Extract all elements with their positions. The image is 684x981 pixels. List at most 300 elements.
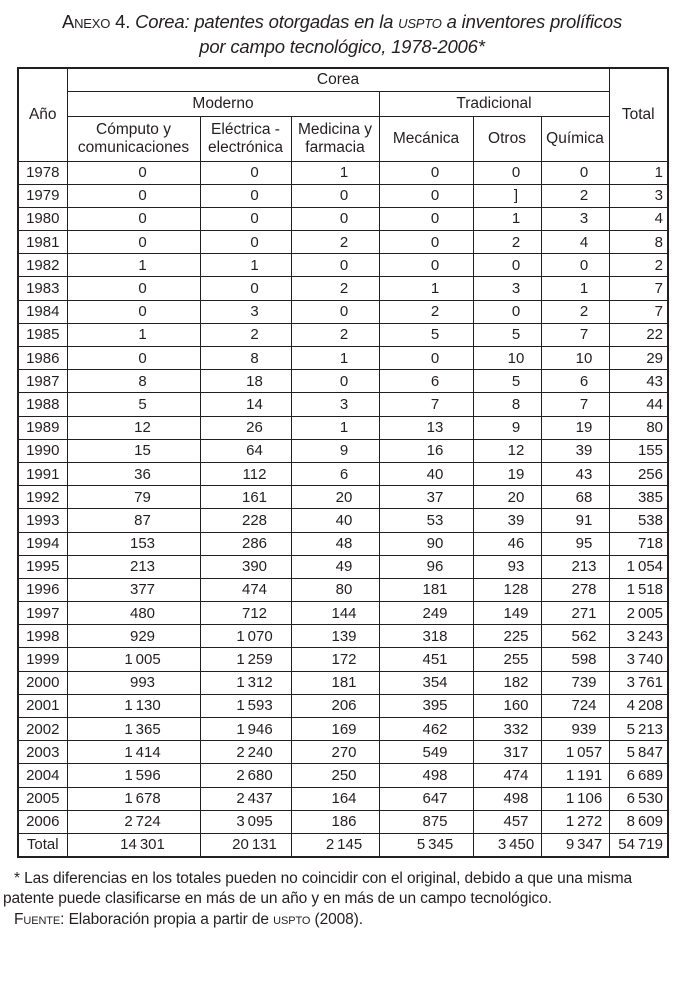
value-cell: 462	[379, 718, 473, 741]
table-row	[18, 764, 668, 787]
row-total-cell: 29	[609, 347, 668, 370]
table-header	[18, 68, 668, 161]
value-cell: 2 145	[291, 833, 379, 856]
year-cell: 1996	[18, 578, 67, 601]
table-row	[18, 671, 668, 694]
year-cell: 1985	[18, 323, 67, 346]
value-cell: 2	[200, 323, 291, 346]
value-cell: 153	[67, 532, 200, 555]
value-cell: 474	[200, 578, 291, 601]
value-cell: 1 106	[541, 787, 609, 810]
year-cell: 1984	[18, 300, 67, 323]
patents-table	[17, 67, 669, 858]
year-cell: 1997	[18, 602, 67, 625]
title-text-part1: Corea: patentes otorgadas en la	[135, 11, 399, 32]
row-total-cell: 8	[609, 231, 668, 254]
table-row	[18, 532, 668, 555]
value-cell: 53	[379, 509, 473, 532]
value-cell: 181	[291, 671, 379, 694]
value-cell: 249	[379, 602, 473, 625]
value-cell: 2 437	[200, 787, 291, 810]
value-cell: 3	[473, 277, 541, 300]
year-cell: 2006	[18, 810, 67, 833]
value-cell: 1 946	[200, 718, 291, 741]
table-row	[18, 578, 668, 601]
table-body	[18, 161, 668, 857]
value-cell: 7	[541, 393, 609, 416]
value-cell: 0	[473, 300, 541, 323]
value-cell: 172	[291, 648, 379, 671]
table-row	[18, 207, 668, 230]
row-total-cell: 1 518	[609, 578, 668, 601]
value-cell: 1	[67, 323, 200, 346]
row-total-cell: 7	[609, 300, 668, 323]
value-cell: 2	[291, 231, 379, 254]
title-text-part2: a inventores prolíficos	[441, 11, 622, 32]
value-cell: 225	[473, 625, 541, 648]
value-cell: 39	[473, 509, 541, 532]
value-cell: 228	[200, 509, 291, 532]
table-row	[18, 300, 668, 323]
value-cell: 149	[473, 602, 541, 625]
value-cell: 939	[541, 718, 609, 741]
value-cell: 255	[473, 648, 541, 671]
value-cell: 68	[541, 486, 609, 509]
year-cell: 1994	[18, 532, 67, 555]
value-cell: 0	[67, 347, 200, 370]
value-cell: 1	[67, 254, 200, 277]
value-cell: 39	[541, 439, 609, 462]
value-cell: 0	[291, 207, 379, 230]
value-cell: 87	[67, 509, 200, 532]
row-total-cell: 1	[609, 161, 668, 184]
row-total-cell: 3 740	[609, 648, 668, 671]
value-cell: 6	[541, 370, 609, 393]
table-row	[18, 509, 668, 532]
header-row-group	[18, 68, 668, 91]
source-uspto-label: uspto	[273, 910, 311, 928]
footnotes	[3, 869, 681, 931]
value-cell: 480	[67, 602, 200, 625]
value-cell: 5	[379, 323, 473, 346]
value-cell: 161	[200, 486, 291, 509]
year-cell: 2004	[18, 764, 67, 787]
value-cell: 875	[379, 810, 473, 833]
year-cell: 1998	[18, 625, 67, 648]
value-cell: 36	[67, 462, 200, 485]
value-cell: 562	[541, 625, 609, 648]
table-row	[18, 625, 668, 648]
value-cell: 8	[473, 393, 541, 416]
table-row	[18, 602, 668, 625]
value-cell: 1 130	[67, 694, 200, 717]
row-total-cell: 538	[609, 509, 668, 532]
value-cell: 0	[379, 207, 473, 230]
row-total-cell: 4 208	[609, 694, 668, 717]
value-cell: 451	[379, 648, 473, 671]
source-fuente-label: Fuente:	[14, 910, 69, 928]
year-cell: 1980	[18, 207, 67, 230]
year-cell: 2002	[18, 718, 67, 741]
value-cell: 20	[473, 486, 541, 509]
value-cell: 0	[200, 184, 291, 207]
value-cell: 2 680	[200, 764, 291, 787]
value-cell: 79	[67, 486, 200, 509]
value-cell: 2 724	[67, 810, 200, 833]
value-cell: 0	[200, 277, 291, 300]
value-cell: 1 414	[67, 741, 200, 764]
value-cell: 7	[379, 393, 473, 416]
value-cell: 14	[200, 393, 291, 416]
value-cell: 993	[67, 671, 200, 694]
value-cell: 46	[473, 532, 541, 555]
value-cell: 2	[541, 300, 609, 323]
table-row	[18, 555, 668, 578]
value-cell: 213	[67, 555, 200, 578]
value-cell: 6	[379, 370, 473, 393]
value-cell: 457	[473, 810, 541, 833]
value-cell: 1 312	[200, 671, 291, 694]
value-cell: 390	[200, 555, 291, 578]
value-cell: 8	[200, 347, 291, 370]
value-cell: 0	[379, 161, 473, 184]
table-row	[18, 254, 668, 277]
value-cell: 96	[379, 555, 473, 578]
value-cell: 144	[291, 602, 379, 625]
value-cell: 2	[291, 277, 379, 300]
value-cell: 1 057	[541, 741, 609, 764]
value-cell: 724	[541, 694, 609, 717]
footnote-source	[3, 910, 681, 931]
row-total-cell: 5 847	[609, 741, 668, 764]
col-header-mecanica: Mecánica	[379, 116, 473, 161]
value-cell: 0	[200, 231, 291, 254]
table-row	[18, 416, 668, 439]
value-cell: 213	[541, 555, 609, 578]
value-cell: 181	[379, 578, 473, 601]
value-cell: 19	[541, 416, 609, 439]
value-cell: 317	[473, 741, 541, 764]
col-header-electrica: Eléctrica - electrónica	[200, 116, 291, 161]
row-total-cell: 5 213	[609, 718, 668, 741]
value-cell: 182	[473, 671, 541, 694]
table-row	[18, 323, 668, 346]
value-cell: 0	[291, 300, 379, 323]
value-cell: 0	[200, 207, 291, 230]
value-cell: 1	[473, 207, 541, 230]
value-cell: 2	[291, 323, 379, 346]
year-cell: 1978	[18, 161, 67, 184]
value-cell: 91	[541, 509, 609, 532]
value-cell: 90	[379, 532, 473, 555]
row-total-cell: 43	[609, 370, 668, 393]
value-cell: 12	[473, 439, 541, 462]
table-row	[18, 486, 668, 509]
value-cell: 0	[67, 184, 200, 207]
row-total-cell: 6 530	[609, 787, 668, 810]
header-row-fields	[18, 116, 668, 161]
row-total-cell: 44	[609, 393, 668, 416]
value-cell: 286	[200, 532, 291, 555]
value-cell: 1	[200, 254, 291, 277]
value-cell: 10	[473, 347, 541, 370]
title-line-1	[0, 9, 684, 34]
title-uspto-label: uspto	[398, 11, 442, 32]
value-cell: 5 345	[379, 833, 473, 856]
table-row	[18, 347, 668, 370]
title-line-2: por campo tecnológico, 1978-2006*	[199, 36, 485, 57]
col-header-computo: Cómputo y comunicaciones	[67, 116, 200, 161]
value-cell: 929	[67, 625, 200, 648]
value-cell: 1	[541, 277, 609, 300]
value-cell: 598	[541, 648, 609, 671]
value-cell: 15	[67, 439, 200, 462]
value-cell: 647	[379, 787, 473, 810]
value-cell: 250	[291, 764, 379, 787]
table-row	[18, 439, 668, 462]
value-cell: 271	[541, 602, 609, 625]
value-cell: 160	[473, 694, 541, 717]
value-cell: 377	[67, 578, 200, 601]
row-total-cell: 718	[609, 532, 668, 555]
year-cell: Total	[18, 833, 67, 856]
title-anexo-label: Anexo 4.	[61, 11, 136, 32]
col-header-year: Año	[18, 68, 67, 161]
year-cell: 1989	[18, 416, 67, 439]
value-cell: 1 596	[67, 764, 200, 787]
value-cell: 0	[541, 254, 609, 277]
value-cell: 43	[541, 462, 609, 485]
value-cell: 318	[379, 625, 473, 648]
value-cell: 13	[379, 416, 473, 439]
value-cell: 1 191	[541, 764, 609, 787]
year-cell: 1982	[18, 254, 67, 277]
value-cell: 139	[291, 625, 379, 648]
value-cell: 1	[291, 161, 379, 184]
value-cell: 5	[473, 323, 541, 346]
value-cell: 164	[291, 787, 379, 810]
value-cell: ]	[473, 184, 541, 207]
value-cell: 712	[200, 602, 291, 625]
value-cell: 739	[541, 671, 609, 694]
value-cell: 0	[291, 254, 379, 277]
value-cell: 332	[473, 718, 541, 741]
value-cell: 1 678	[67, 787, 200, 810]
table-row	[18, 648, 668, 671]
row-total-cell: 80	[609, 416, 668, 439]
value-cell: 1 259	[200, 648, 291, 671]
value-cell: 0	[379, 254, 473, 277]
value-cell: 270	[291, 741, 379, 764]
value-cell: 0	[200, 161, 291, 184]
value-cell: 0	[291, 184, 379, 207]
header-row-subgroup	[18, 91, 668, 116]
value-cell: 9	[473, 416, 541, 439]
value-cell: 0	[379, 231, 473, 254]
source-text-part2: (2008).	[310, 910, 363, 928]
col-header-otros: Otros	[473, 116, 541, 161]
year-cell: 2000	[18, 671, 67, 694]
value-cell: 20	[291, 486, 379, 509]
col-header-total: Total	[609, 68, 668, 161]
table-row	[18, 694, 668, 717]
year-cell: 1990	[18, 439, 67, 462]
value-cell: 0	[67, 231, 200, 254]
row-total-cell: 8 609	[609, 810, 668, 833]
value-cell: 49	[291, 555, 379, 578]
value-cell: 26	[200, 416, 291, 439]
value-cell: 1 272	[541, 810, 609, 833]
value-cell: 4	[541, 231, 609, 254]
col-header-moderno: Moderno	[67, 91, 379, 116]
value-cell: 474	[473, 764, 541, 787]
year-cell: 2001	[18, 694, 67, 717]
table-row	[18, 741, 668, 764]
value-cell: 7	[541, 323, 609, 346]
value-cell: 395	[379, 694, 473, 717]
col-header-corea: Corea	[67, 68, 609, 91]
year-cell: 1986	[18, 347, 67, 370]
year-cell: 1995	[18, 555, 67, 578]
table-row	[18, 277, 668, 300]
row-total-cell: 2	[609, 254, 668, 277]
value-cell: 0	[379, 184, 473, 207]
value-cell: 80	[291, 578, 379, 601]
value-cell: 10	[541, 347, 609, 370]
table-title	[0, 0, 684, 59]
value-cell: 1 365	[67, 718, 200, 741]
row-total-cell: 6 689	[609, 764, 668, 787]
value-cell: 1	[291, 416, 379, 439]
table-row	[18, 462, 668, 485]
value-cell: 0	[473, 254, 541, 277]
value-cell: 278	[541, 578, 609, 601]
year-cell: 2003	[18, 741, 67, 764]
col-header-tradicional: Tradicional	[379, 91, 609, 116]
row-total-cell: 2 005	[609, 602, 668, 625]
row-total-cell: 7	[609, 277, 668, 300]
value-cell: 2 240	[200, 741, 291, 764]
value-cell: 9	[291, 439, 379, 462]
value-cell: 14 301	[67, 833, 200, 856]
year-cell: 1993	[18, 509, 67, 532]
value-cell: 3 095	[200, 810, 291, 833]
value-cell: 5	[67, 393, 200, 416]
table-row	[18, 184, 668, 207]
value-cell: 3 450	[473, 833, 541, 856]
row-total-cell: 155	[609, 439, 668, 462]
value-cell: 1 005	[67, 648, 200, 671]
year-cell: 1983	[18, 277, 67, 300]
value-cell: 498	[473, 787, 541, 810]
value-cell: 169	[291, 718, 379, 741]
row-total-cell: 256	[609, 462, 668, 485]
table-row	[18, 231, 668, 254]
value-cell: 5	[473, 370, 541, 393]
value-cell: 354	[379, 671, 473, 694]
value-cell: 0	[541, 161, 609, 184]
value-cell: 40	[291, 509, 379, 532]
table-row	[18, 718, 668, 741]
value-cell: 1	[379, 277, 473, 300]
value-cell: 9 347	[541, 833, 609, 856]
year-cell: 1979	[18, 184, 67, 207]
value-cell: 6	[291, 462, 379, 485]
year-cell: 2005	[18, 787, 67, 810]
value-cell: 0	[67, 207, 200, 230]
row-total-cell: 4	[609, 207, 668, 230]
value-cell: 498	[379, 764, 473, 787]
value-cell: 8	[67, 370, 200, 393]
value-cell: 128	[473, 578, 541, 601]
value-cell: 93	[473, 555, 541, 578]
value-cell: 40	[379, 462, 473, 485]
value-cell: 0	[67, 300, 200, 323]
footnote-asterisk: * Las diferencias en los totales pueden no coincidir con el original, debido a que una misma patente puede clasificarse en más de un año y en más de un campo tecnológico.	[3, 869, 633, 908]
value-cell: 549	[379, 741, 473, 764]
row-total-cell: 3	[609, 184, 668, 207]
value-cell: 0	[291, 370, 379, 393]
row-total-cell: 385	[609, 486, 668, 509]
value-cell: 12	[67, 416, 200, 439]
value-cell: 2	[473, 231, 541, 254]
value-cell: 64	[200, 439, 291, 462]
value-cell: 1 593	[200, 694, 291, 717]
value-cell: 19	[473, 462, 541, 485]
value-cell: 3	[541, 207, 609, 230]
value-cell: 0	[67, 277, 200, 300]
value-cell: 16	[379, 439, 473, 462]
row-total-cell: 22	[609, 323, 668, 346]
col-header-quimica: Química	[541, 116, 609, 161]
value-cell: 2	[541, 184, 609, 207]
row-total-cell: 54 719	[609, 833, 668, 856]
value-cell: 2	[379, 300, 473, 323]
value-cell: 1	[291, 347, 379, 370]
value-cell: 0	[379, 347, 473, 370]
table-row	[18, 810, 668, 833]
table-row	[18, 161, 668, 184]
value-cell: 3	[200, 300, 291, 323]
value-cell: 95	[541, 532, 609, 555]
year-cell: 1992	[18, 486, 67, 509]
value-cell: 48	[291, 532, 379, 555]
row-total-cell: 3 761	[609, 671, 668, 694]
year-cell: 1999	[18, 648, 67, 671]
col-header-medicina: Medicina y farmacia	[291, 116, 379, 161]
value-cell: 18	[200, 370, 291, 393]
row-total-cell: 3 243	[609, 625, 668, 648]
year-cell: 1988	[18, 393, 67, 416]
value-cell: 0	[473, 161, 541, 184]
table-row	[18, 370, 668, 393]
value-cell: 0	[67, 161, 200, 184]
year-cell: 1991	[18, 462, 67, 485]
value-cell: 186	[291, 810, 379, 833]
row-total-cell: 1 054	[609, 555, 668, 578]
value-cell: 37	[379, 486, 473, 509]
table-row	[18, 787, 668, 810]
year-cell: 1981	[18, 231, 67, 254]
value-cell: 206	[291, 694, 379, 717]
table-total-row	[18, 833, 668, 856]
value-cell: 112	[200, 462, 291, 485]
source-text-part1: Elaboración propia a partir de	[68, 910, 274, 928]
table-row	[18, 393, 668, 416]
value-cell: 3	[291, 393, 379, 416]
value-cell: 1 070	[200, 625, 291, 648]
year-cell: 1987	[18, 370, 67, 393]
